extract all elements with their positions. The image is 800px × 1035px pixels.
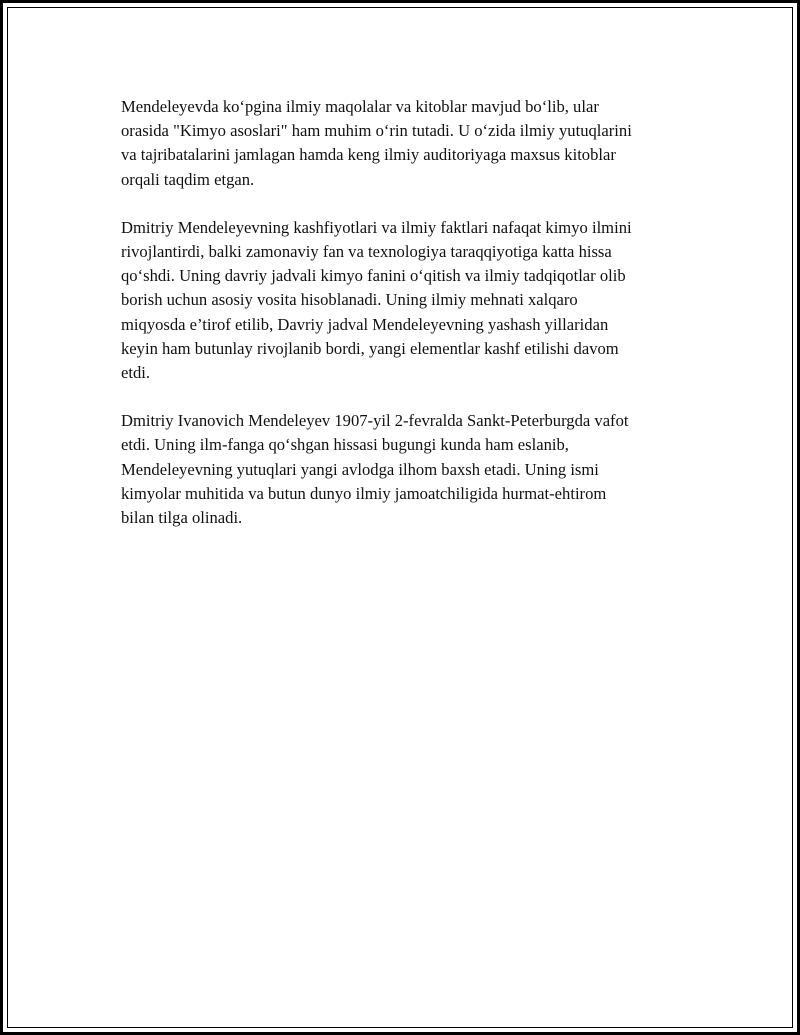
paragraph-2: Dmitriy Mendeleyevning kashfiyotlari va ilmiy faktlari nafaqat kimyo ilmini rivojlantirdi, balki zamonaviy fan va texnologiya taraqqiyotiga katta hissa qo‘shdi. Uning davriy jadvali kimyo fanini o‘qitish va ilmiy tadqiqotlar olib borish uchun asosiy vosita hisoblanadi. Uning ilmiy mehnati xalqaro miqyosda e’tirof etilib, Davriy jadval Mendeleyevning yashash yillaridan keyin ham butunlay rivojlanib bordi, yangi elementlar kashf etilishi davom etdi. bbox=[121, 217, 632, 383]
paragraph-3: Dmitriy Ivanovich Mendeleyev 1907-yil 2-fevralda Sankt-Peterburgda vafot etdi. Uning ilm-fanga qo‘shgan hissasi bugungi kunda ham eslanib, Mendeleyevning yutuqlari yangi avlodga ilhom baxsh etadi. Uning ismi kimyolar muhitida va butun dunyo ilmiy jamoatchiligida hurmat-ehtirom bilan tilga olinadi. bbox=[121, 411, 629, 528]
paragraph-1: Mendeleyevda ko‘pgina ilmiy maqolalar va kitoblar mavjud bo‘lib, ular orasida "Kimyo asoslari" ham muhim o‘rin tutadi. U o‘zida ilmiy yutuqlarini va tajribatalarini jamlagan hamda keng ilmiy auditoriyaga maxsus kitoblar orqali taqdim etgan. bbox=[121, 97, 632, 189]
document-body bbox=[121, 95, 696, 554]
